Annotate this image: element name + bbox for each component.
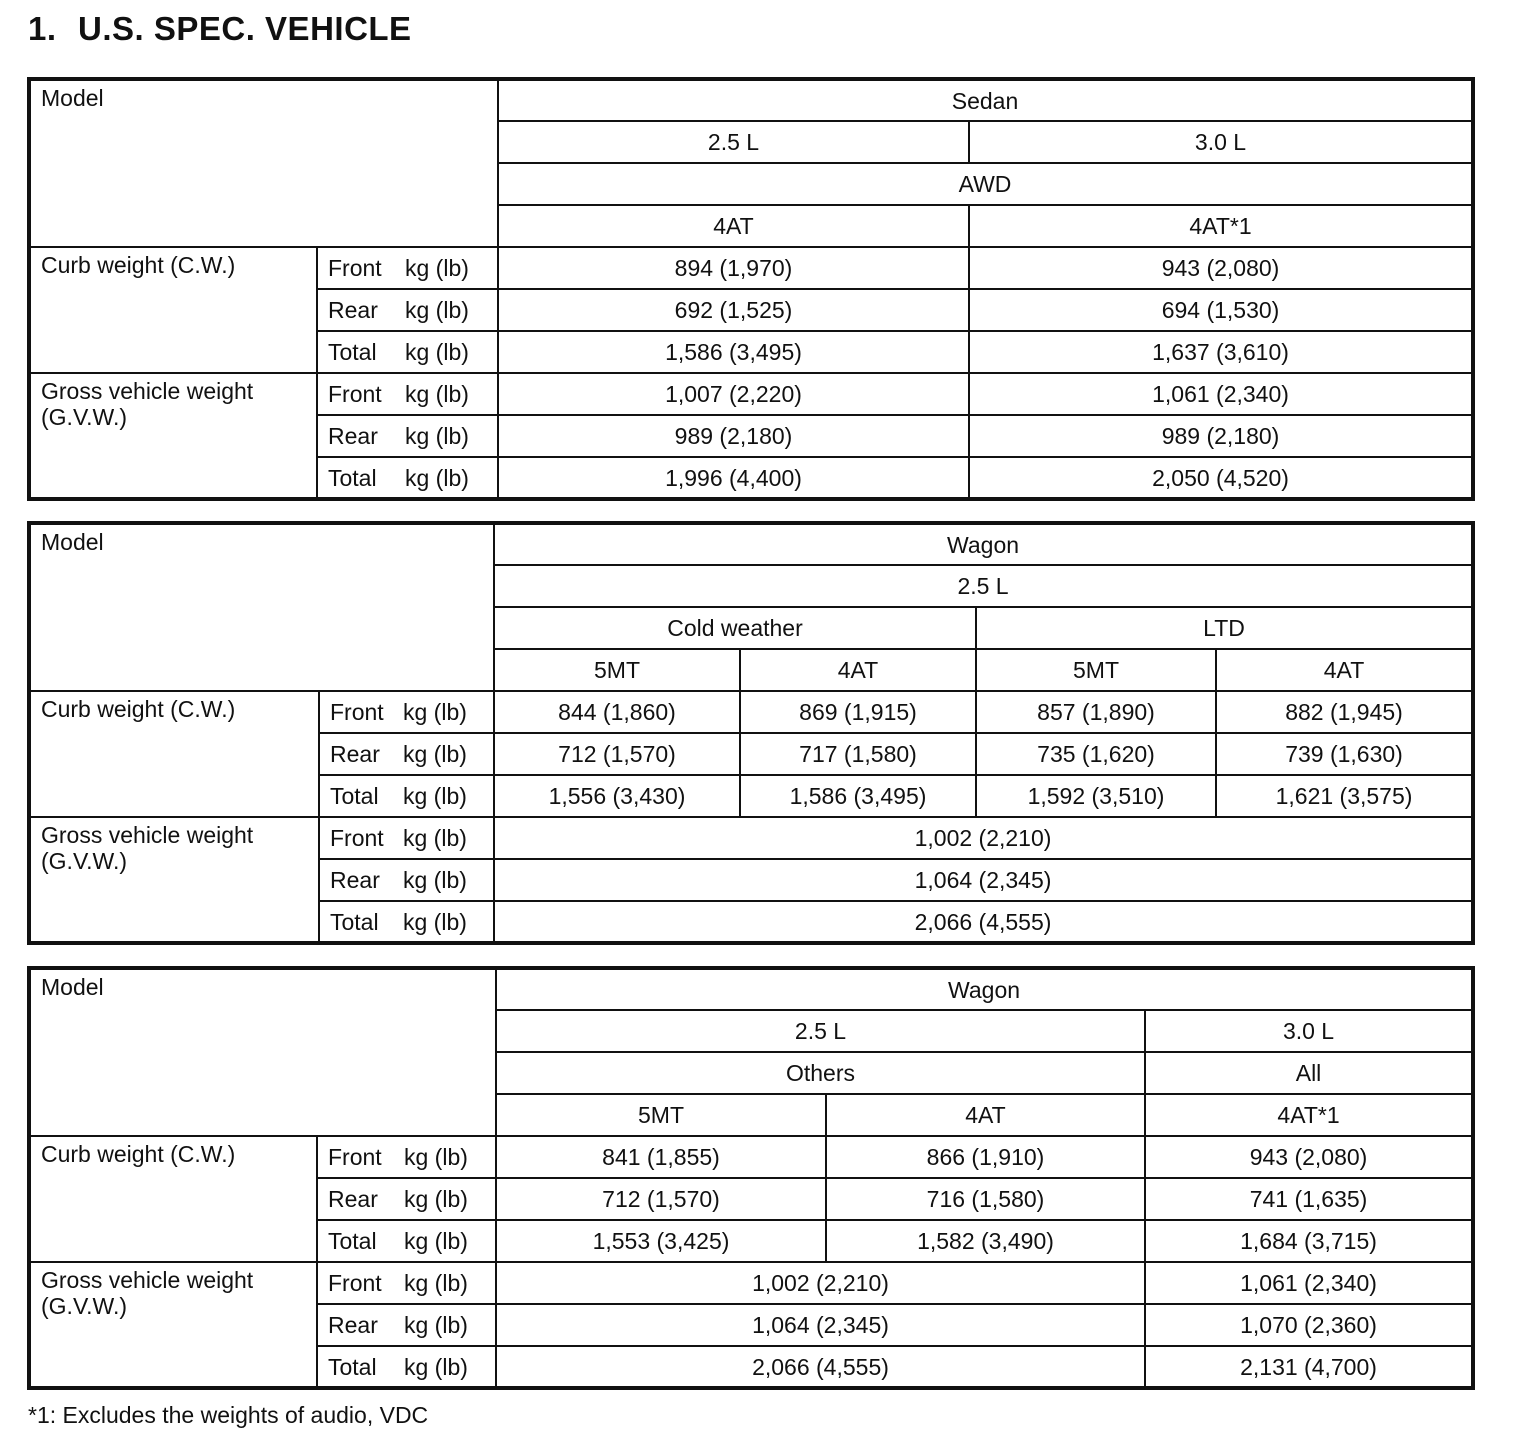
body-type-header: Wagon [496,968,1473,1010]
value-cell: 882 (1,945) [1216,691,1473,733]
curb-weight-label: Curb weight (C.W.) [29,247,317,373]
gvw-label-line1: Gross vehicle weight [41,378,254,404]
value-cell: 869 (1,915) [740,691,976,733]
value-cell: 1,586 (3,495) [498,331,969,373]
front-label: Front [317,1262,404,1304]
trim-header: Cold weather [494,607,976,649]
total-label: Total [317,1220,404,1262]
transmission-header: 4AT [826,1094,1145,1136]
model-header: Model [29,523,494,691]
value-cell: 717 (1,580) [740,733,976,775]
value-cell: 2,066 (4,555) [496,1346,1145,1388]
total-label: Total [319,901,403,943]
footnote: *1: Excludes the weights of audio, VDC [28,1402,429,1428]
value-cell: 943 (2,080) [1145,1136,1473,1178]
value-cell: 857 (1,890) [976,691,1216,733]
value-cell: 1,553 (3,425) [496,1220,826,1262]
page-title [28,10,412,48]
unit-label: kg (lb) [403,901,494,943]
total-label: Total [317,457,405,499]
total-label: Total [317,331,405,373]
gvw-label [29,817,319,943]
value-cell: 1,684 (3,715) [1145,1220,1473,1262]
value-cell: 943 (2,080) [969,247,1473,289]
gvw-label-line2: (G.V.W.) [41,404,128,430]
unit-label: kg (lb) [405,457,498,499]
model-header: Model [29,968,496,1136]
curb-weight-label: Curb weight (C.W.) [29,691,319,817]
total-label: Total [319,775,403,817]
value-cell: 1,556 (3,430) [494,775,740,817]
gvw-label [29,1262,317,1388]
value-cell: 989 (2,180) [498,415,969,457]
unit-label: kg (lb) [404,1262,496,1304]
transmission-header: 4AT [740,649,976,691]
engine-header: 3.0 L [969,121,1473,163]
value-cell: 1,070 (2,360) [1145,1304,1473,1346]
body-type-header: Sedan [498,79,1473,121]
rear-label: Rear [317,289,405,331]
unit-label: kg (lb) [405,415,498,457]
value-cell: 2,131 (4,700) [1145,1346,1473,1388]
wagon-weight-table-cold-weather-ltd [27,521,1475,945]
transmission-header: 5MT [976,649,1216,691]
engine-header: 2.5 L [494,565,1473,607]
engine-header: 2.5 L [498,121,969,163]
value-cell: 1,002 (2,210) [494,817,1473,859]
transmission-header: 4AT [1216,649,1473,691]
value-cell: 735 (1,620) [976,733,1216,775]
value-cell: 741 (1,635) [1145,1178,1473,1220]
value-cell: 1,592 (3,510) [976,775,1216,817]
value-cell: 1,621 (3,575) [1216,775,1473,817]
total-label: Total [317,1346,404,1388]
unit-label: kg (lb) [403,859,494,901]
value-cell: 716 (1,580) [826,1178,1145,1220]
unit-label: kg (lb) [403,775,494,817]
front-label: Front [317,373,405,415]
value-cell: 1,002 (2,210) [496,1262,1145,1304]
value-cell: 1,586 (3,495) [740,775,976,817]
drive-header: AWD [498,163,1473,205]
value-cell: 1,064 (2,345) [496,1304,1145,1346]
sedan-weight-table [27,77,1475,501]
value-cell: 1,061 (2,340) [969,373,1473,415]
value-cell: 2,066 (4,555) [494,901,1473,943]
unit-label: kg (lb) [404,1304,496,1346]
front-label: Front [319,691,403,733]
front-label: Front [317,247,405,289]
body-type-header: Wagon [494,523,1473,565]
unit-label: kg (lb) [405,289,498,331]
wagon-weight-table-others-all [27,966,1475,1390]
trim-header: LTD [976,607,1473,649]
value-cell: 1,582 (3,490) [826,1220,1145,1262]
unit-label: kg (lb) [404,1346,496,1388]
unit-label: kg (lb) [405,331,498,373]
rear-label: Rear [319,859,403,901]
front-label: Front [319,817,403,859]
gvw-label-line1: Gross vehicle weight [41,1267,254,1293]
value-cell: 1,996 (4,400) [498,457,969,499]
transmission-header: 4AT [498,205,969,247]
unit-label: kg (lb) [403,691,494,733]
value-cell: 1,064 (2,345) [494,859,1473,901]
value-cell: 712 (1,570) [494,733,740,775]
transmission-header: 5MT [494,649,740,691]
unit-label: kg (lb) [404,1136,496,1178]
section-title: U.S. SPEC. VEHICLE [78,10,412,47]
section-number: 1. [28,10,57,47]
value-cell: 739 (1,630) [1216,733,1473,775]
value-cell: 712 (1,570) [496,1178,826,1220]
engine-header: 3.0 L [1145,1010,1473,1052]
value-cell: 2,050 (4,520) [969,457,1473,499]
value-cell: 989 (2,180) [969,415,1473,457]
unit-label: kg (lb) [403,817,494,859]
gvw-label-line2: (G.V.W.) [41,848,128,874]
trim-header: All [1145,1052,1473,1094]
unit-label: kg (lb) [405,373,498,415]
rear-label: Rear [317,1178,404,1220]
value-cell: 692 (1,525) [498,289,969,331]
value-cell: 1,007 (2,220) [498,373,969,415]
value-cell: 866 (1,910) [826,1136,1145,1178]
trim-header: Others [496,1052,1145,1094]
value-cell: 894 (1,970) [498,247,969,289]
value-cell: 694 (1,530) [969,289,1473,331]
unit-label: kg (lb) [403,733,494,775]
value-cell: 844 (1,860) [494,691,740,733]
transmission-header: 4AT*1 [1145,1094,1473,1136]
value-cell: 1,061 (2,340) [1145,1262,1473,1304]
front-label: Front [317,1136,404,1178]
engine-header: 2.5 L [496,1010,1145,1052]
model-header: Model [29,79,498,247]
rear-label: Rear [319,733,403,775]
gvw-label [29,373,317,499]
rear-label: Rear [317,415,405,457]
rear-label: Rear [317,1304,404,1346]
unit-label: kg (lb) [404,1220,496,1262]
unit-label: kg (lb) [405,247,498,289]
value-cell: 841 (1,855) [496,1136,826,1178]
curb-weight-label: Curb weight (C.W.) [29,1136,317,1262]
gvw-label-line1: Gross vehicle weight [41,822,254,848]
unit-label: kg (lb) [404,1178,496,1220]
transmission-header: 4AT*1 [969,205,1473,247]
transmission-header: 5MT [496,1094,826,1136]
value-cell: 1,637 (3,610) [969,331,1473,373]
gvw-label-line2: (G.V.W.) [41,1293,128,1319]
